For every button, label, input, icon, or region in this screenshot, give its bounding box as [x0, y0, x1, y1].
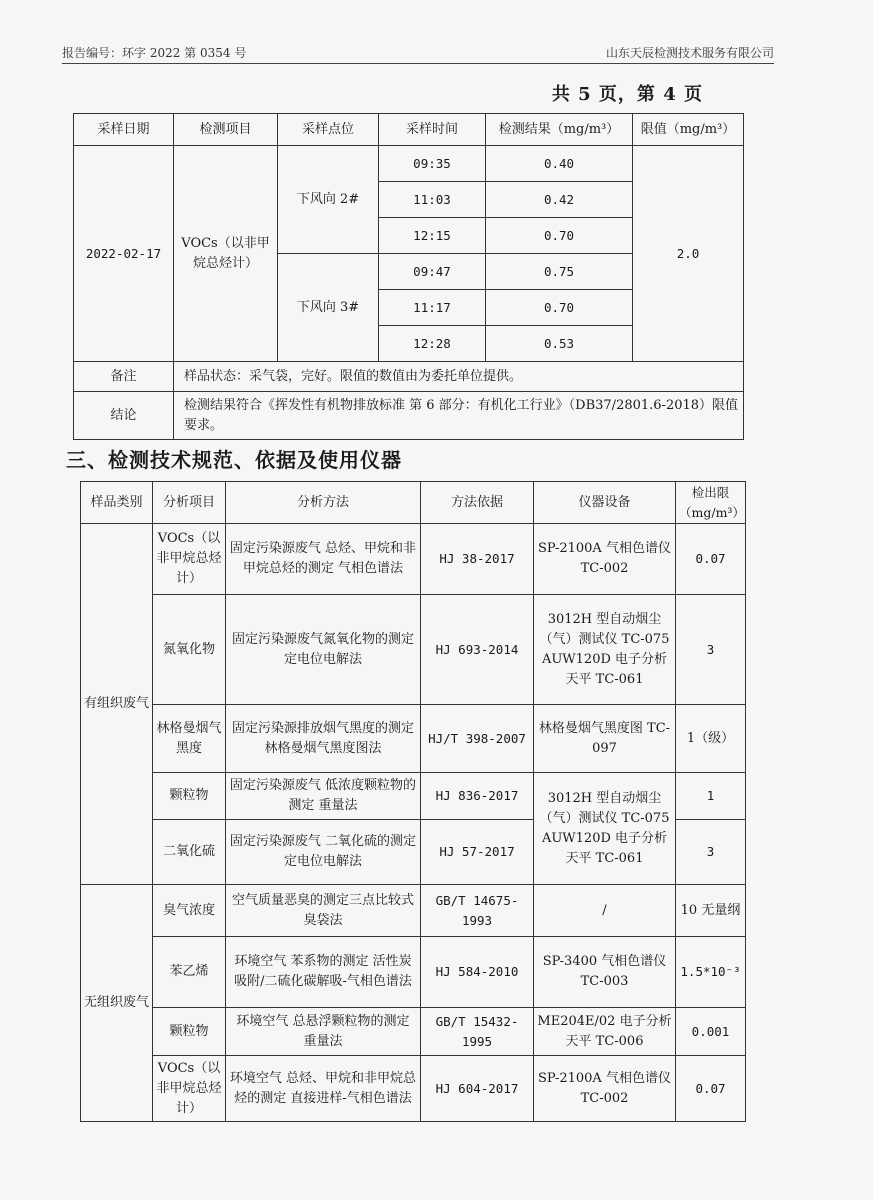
analysis-method: 固定污染源排放烟气黑度的测定 林格曼烟气黑度图法	[226, 705, 421, 773]
analysis-item: 颗粒物	[153, 773, 226, 820]
header-instrument: 仪器设备	[534, 482, 676, 524]
instrument: SP-3400 气相色谱仪 TC-003	[534, 937, 676, 1008]
sampling-time: 12:28	[379, 326, 486, 362]
detection-limit: 1.5*10⁻³	[676, 937, 746, 1008]
analysis-item: 二氧化硫	[153, 820, 226, 885]
sampling-point: 下风向 3#	[278, 254, 379, 362]
method-basis: HJ 693-2014	[421, 595, 534, 705]
analysis-item: 臭气浓度	[153, 885, 226, 937]
analysis-method: 固定污染源废气 总烃、甲烷和非甲烷总烃的测定 气相色谱法	[226, 524, 421, 595]
limit-value: 2.0	[633, 146, 744, 362]
result-value: 0.75	[486, 254, 633, 290]
header-sampling-date: 采样日期	[74, 114, 174, 146]
detection-limit: 1（级）	[676, 705, 746, 773]
instrument: SP-2100A 气相色谱仪 TC-002	[534, 1056, 676, 1122]
detection-limit: 3	[676, 595, 746, 705]
result-value: 0.53	[486, 326, 633, 362]
page-header	[62, 44, 774, 61]
detection-limit: 1	[676, 773, 746, 820]
header-sampling-time: 采样时间	[379, 114, 486, 146]
header-result: 检测结果（mg/m³）	[486, 114, 633, 146]
result-value: 0.40	[486, 146, 633, 182]
result-value: 0.42	[486, 182, 633, 218]
conclusion-text: 检测结果符合《挥发性有机物排放标准 第 6 部分：有机化工行业》（DB37/2801.6-2018）限值要求。	[174, 392, 744, 440]
analysis-item: 林格曼烟气黑度	[153, 705, 226, 773]
method-basis: GB/T 15432-1995	[421, 1008, 534, 1056]
instrument: 3012H 型自动烟尘（气）测试仪 TC-075 AUW120D 电子分析天平 TC-061	[534, 773, 676, 885]
methods-table	[80, 481, 746, 1122]
analysis-method: 环境空气 总烃、甲烷和非甲烷总烃的测定 直接进样-气相色谱法	[226, 1056, 421, 1122]
method-basis: HJ/T 398-2007	[421, 705, 534, 773]
sampling-time: 12:15	[379, 218, 486, 254]
instrument: SP-2100A 气相色谱仪 TC-002	[534, 524, 676, 595]
conclusion-label: 结论	[74, 392, 174, 440]
header-analysis-method: 分析方法	[226, 482, 421, 524]
remark-label: 备注	[74, 362, 174, 392]
detection-limit: 0.07	[676, 524, 746, 595]
instrument: 林格曼烟气黑度图 TC-097	[534, 705, 676, 773]
sampling-time: 09:35	[379, 146, 486, 182]
header-sample-category: 样品类别	[81, 482, 153, 524]
analysis-method: 固定污染源废气 低浓度颗粒物的测定 重量法	[226, 773, 421, 820]
header-test-item: 检测项目	[174, 114, 278, 146]
method-basis: HJ 836-2017	[421, 773, 534, 820]
detection-limit: 10 无量纲	[676, 885, 746, 937]
analysis-method: 固定污染源废气 二氧化硫的测定 定电位电解法	[226, 820, 421, 885]
instrument: ME204E/02 电子分析天平 TC-006	[534, 1008, 676, 1056]
detection-limit: 0.001	[676, 1008, 746, 1056]
category-organized: 有组织废气	[81, 524, 153, 885]
instrument: 3012H 型自动烟尘（气）测试仪 TC-075 AUW120D 电子分析天平 TC-061	[534, 595, 676, 705]
analysis-method: 环境空气 总悬浮颗粒物的测定 重量法	[226, 1008, 421, 1056]
method-basis: HJ 38-2017	[421, 524, 534, 595]
method-basis: HJ 57-2017	[421, 820, 534, 885]
analysis-item: 氮氧化物	[153, 595, 226, 705]
category-unorganized: 无组织废气	[81, 885, 153, 1122]
sampling-date: 2022-02-17	[74, 146, 174, 362]
detection-limit: 3	[676, 820, 746, 885]
header-method-basis: 方法依据	[421, 482, 534, 524]
sampling-point: 下风向 2#	[278, 146, 379, 254]
sampling-time: 11:03	[379, 182, 486, 218]
header-detection-limit: 检出限（mg/m³）	[676, 482, 746, 524]
sampling-results-table	[73, 113, 744, 440]
instrument: /	[534, 885, 676, 937]
header-rule	[62, 63, 774, 64]
remark-text: 样品状态：采气袋，完好。限值的数值由为委托单位提供。	[174, 362, 744, 392]
sampling-time: 11:17	[379, 290, 486, 326]
company-name: 山东天辰检测技术服务有限公司	[605, 46, 774, 60]
method-basis: HJ 604-2017	[421, 1056, 534, 1122]
analysis-method: 空气质量恶臭的测定三点比较式臭袋法	[226, 885, 421, 937]
analysis-item: VOCs（以非甲烷总烃计）	[153, 524, 226, 595]
detection-limit: 0.07	[676, 1056, 746, 1122]
test-item: VOCs（以非甲烷总烃计）	[174, 146, 278, 362]
analysis-item: 颗粒物	[153, 1008, 226, 1056]
analysis-item: 苯乙烯	[153, 937, 226, 1008]
analysis-method: 环境空气 苯系物的测定 活性炭吸附/二硫化碳解吸-气相色谱法	[226, 937, 421, 1008]
report-number: 报告编号：环字 2022 第 0354 号	[62, 46, 247, 60]
header-limit: 限值（mg/m³）	[633, 114, 744, 146]
result-value: 0.70	[486, 290, 633, 326]
sampling-time: 09:47	[379, 254, 486, 290]
header-sampling-point: 采样点位	[278, 114, 379, 146]
method-basis: HJ 584-2010	[421, 937, 534, 1008]
result-value: 0.70	[486, 218, 633, 254]
section-title: 三、检测技术规范、依据及使用仪器	[66, 448, 402, 472]
analysis-method: 固定污染源废气氮氧化物的测定 定电位电解法	[226, 595, 421, 705]
method-basis: GB/T 14675-1993	[421, 885, 534, 937]
analysis-item: VOCs（以非甲烷总烃计）	[153, 1056, 226, 1122]
header-analysis-item: 分析项目	[153, 482, 226, 524]
page-count: 共 5 页，第 4 页	[551, 84, 703, 105]
